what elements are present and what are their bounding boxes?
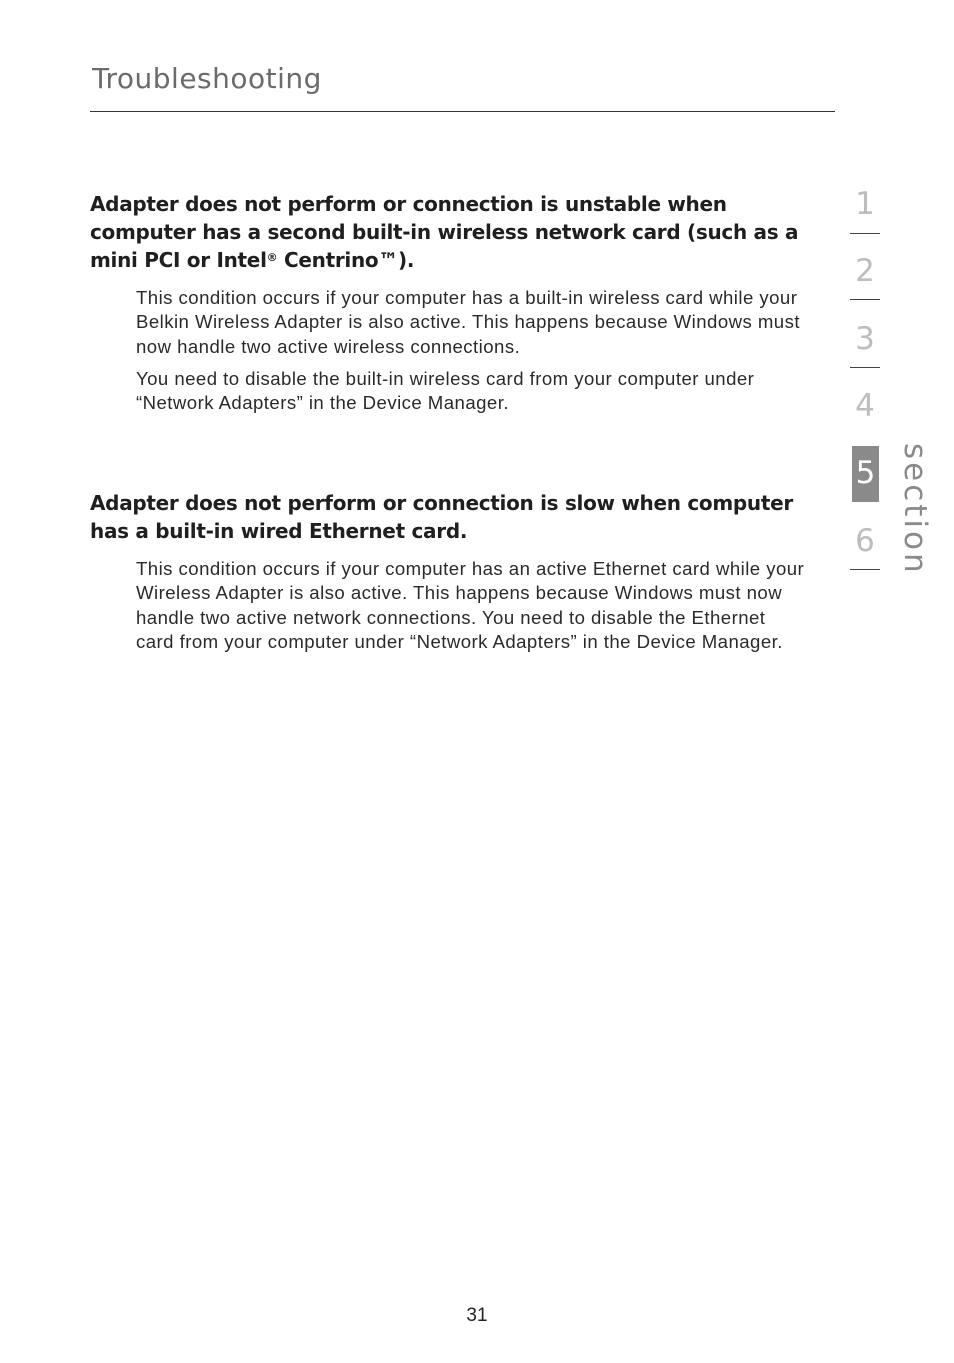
header-divider <box>90 111 835 112</box>
section-number-2: 2 <box>855 253 875 289</box>
section-divider <box>850 233 880 234</box>
troubleshoot-topic-1 <box>90 190 810 423</box>
section-number-3: 3 <box>855 321 875 357</box>
section-label <box>893 443 933 576</box>
section-divider <box>850 569 880 570</box>
section-number-1: 1 <box>855 186 875 222</box>
section-number-6: 6 <box>855 523 875 559</box>
section-label-text: section <box>897 443 933 576</box>
section-number-4: 4 <box>855 388 875 424</box>
page-header-title: Troubleshooting <box>92 62 322 95</box>
topic-1-heading <box>90 190 810 274</box>
section-divider <box>850 299 880 300</box>
active-section-number: 5 <box>855 455 876 491</box>
topic-2-paragraph-1: This condition occurs if your computer has an active Ethernet card while your Wireless Adapter is also active. This happens because Windows must now handle two active network connections. You need to disable the Ethernet card from your computer under “Network Adapters” in the Device Manager. <box>136 558 805 652</box>
registered-mark: ® <box>266 251 278 264</box>
topic-1-heading-end: Centrino™). <box>277 248 415 272</box>
section-number-5-active <box>852 446 879 502</box>
troubleshoot-topic-2 <box>90 489 810 662</box>
topic-1-paragraph-1: This condition occurs if your computer has a built-in wireless card while your Belkin Wireless Adapter is also active. This happens because Windows must now handle two active wireless connections. <box>136 287 800 357</box>
section-divider <box>850 367 880 368</box>
topic-2-heading: Adapter does not perform or connection is slow when computer has a built-in wired Ethernet card. <box>90 491 793 543</box>
topic-1-heading-text: Adapter does not perform or connection is unstable when computer has a second built-in wireless network card (such as a mini PCI or Intel <box>90 192 799 272</box>
topic-1-paragraph-2: You need to disable the built-in wireless card from your computer under “Network Adapters” in the Device Manager. <box>136 367 755 414</box>
page-number: 31 <box>466 1305 488 1326</box>
